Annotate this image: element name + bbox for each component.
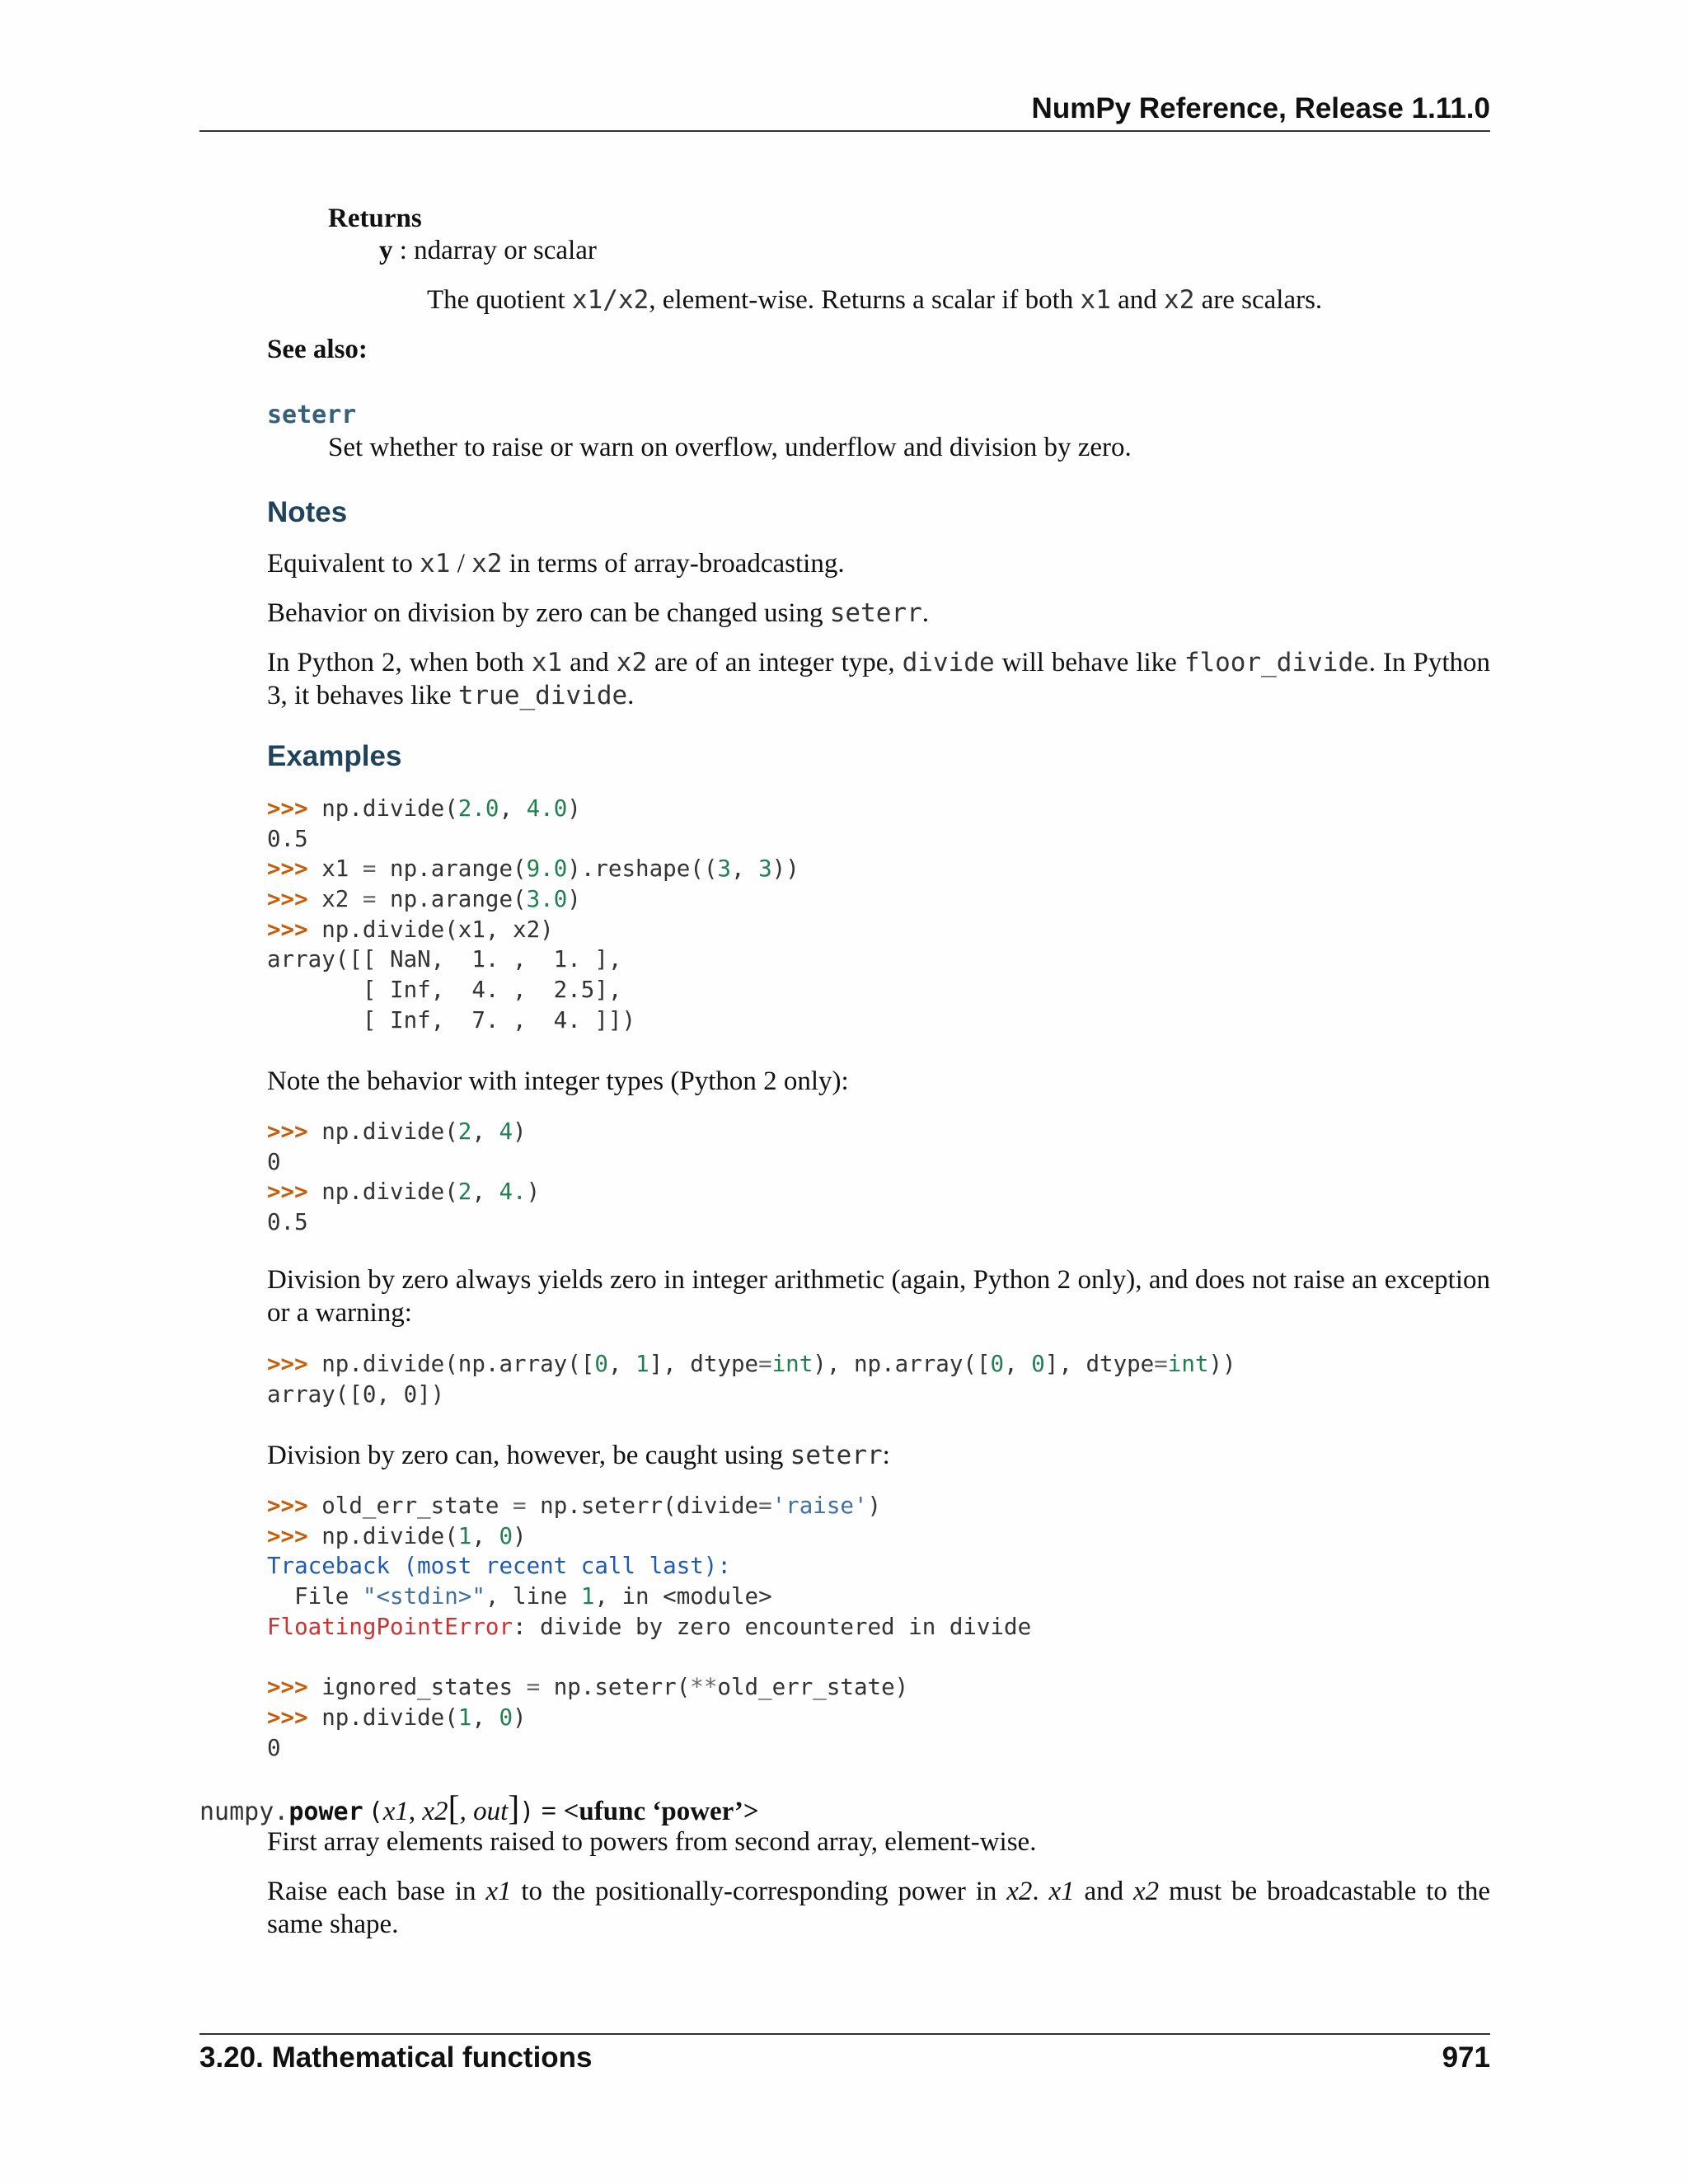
power-name: power (288, 1797, 363, 1826)
code-block-2: >>> np.divide(2, 4) 0 >>> np.divide(2, 4.) 0.5 (267, 1118, 541, 1236)
arg-ref: x2 (1006, 1877, 1033, 1906)
optional-bracket: ] (508, 1790, 520, 1828)
text: The quotient (427, 285, 572, 315)
text: and (1074, 1877, 1133, 1906)
inline-code: x1 (1080, 285, 1111, 315)
returns-param (379, 234, 597, 267)
code-block-3: >>> np.divide(np.array([0, 1], dtype=int), np.array([0, 0], dtype=int)) array([0, 0]) (267, 1351, 1236, 1408)
text: are of an integer type, (647, 648, 903, 677)
code-block-1: >>> np.divide(2.0, 4.0) 0.5 >>> x1 = np.arange(9.0).reshape((3, 3)) >>> x2 = np.arange(3.0) >>> np.divide(x1, x2) array([[ NaN, 1. , 1. ], [ Inf, 4. , 2.5], [ Inf, 7. , 4. ]]) (267, 795, 799, 1033)
examples-note-integer: Note the behavior with integer types (Python 2 only): (267, 1066, 849, 1096)
text: In Python 2, when both (267, 648, 532, 677)
separator: , (408, 1797, 423, 1826)
text: Division by zero can, however, be caught using (267, 1441, 790, 1470)
ufunc-label: = <ufunc ‘power’> (534, 1797, 759, 1826)
arg-ref: x1 (1048, 1877, 1075, 1906)
header-rule (199, 130, 1490, 132)
power-description (267, 1875, 1490, 1941)
code-block-4: >>> old_err_state = np.seterr(divide='raise') >>> np.divide(1, 0) Traceback (most recent call last): File "<stdin>", line 1, in <module> FloatingPointError: divide by zero encountered in divide >>> ignored_states = np.seterr(**old_err_state) >>> np.divide(1, 0) 0 (267, 1493, 1032, 1761)
inline-code: divide (902, 648, 995, 677)
arg-ref: x2 (1132, 1877, 1160, 1906)
inline-code: x2 (616, 648, 648, 677)
text: will behave like (994, 648, 1184, 677)
inline-code: true_divide (457, 681, 628, 710)
running-header: NumPy Reference, Release 1.11.0 (1031, 92, 1490, 124)
text: Equivalent to (267, 549, 420, 579)
power-signature (199, 1790, 759, 1829)
inline-code: x1/x2 (571, 285, 649, 315)
see-also-label: See also: (267, 335, 368, 364)
returns-description (427, 284, 1322, 316)
notes-paragraph-3 (267, 646, 1490, 712)
text: and (1110, 285, 1165, 315)
examples-note-seterr (267, 1439, 1490, 1472)
optional-bracket: [ (448, 1790, 460, 1828)
text: are scalars. (1194, 285, 1323, 315)
footer-section: 3.20. Mathematical functions (199, 2041, 593, 2074)
returns-param-name: y (379, 236, 393, 265)
power-summary: First array elements raised to powers from second array, element-wise. (267, 1827, 1037, 1857)
text: . In Python 3, it behaves like (267, 648, 1491, 710)
seterr-link[interactable]: seterr (267, 401, 357, 429)
text: / (450, 549, 472, 579)
text: and (562, 648, 617, 677)
footer-rule (199, 2033, 1490, 2035)
inline-code: seterr (790, 1441, 883, 1470)
arg-x2: x2 (422, 1797, 448, 1826)
arg-x1: x1 (382, 1797, 409, 1826)
arg-out: , out (459, 1797, 509, 1826)
text: . (1032, 1877, 1049, 1906)
notes-paragraph-2 (267, 597, 1490, 630)
returns-param-type: : ndarray or scalar (392, 236, 597, 265)
text: . (627, 681, 635, 710)
returns-label: Returns (328, 204, 422, 233)
text: to the positionally-corresponding power in (511, 1877, 1007, 1906)
inline-code: seterr (829, 598, 922, 628)
text: Raise each base in (267, 1877, 486, 1906)
power-module: numpy. (199, 1797, 289, 1826)
paren: ) (519, 1797, 535, 1826)
page-number: 971 (1442, 2041, 1490, 2074)
notes-heading: Notes (267, 496, 348, 528)
inline-code: x2 (471, 549, 503, 579)
text: Behavior on division by zero can be changed using (267, 598, 830, 628)
text: : (882, 1441, 890, 1470)
arg-ref: x1 (485, 1877, 512, 1906)
text: , element-wise. Returns a scalar if both (649, 285, 1081, 315)
text: in terms of array-broadcasting. (502, 549, 845, 579)
paren: ( (368, 1797, 383, 1826)
inline-code: x2 (1164, 285, 1195, 315)
inline-code: floor_divide (1184, 648, 1369, 677)
seterr-description: Set whether to raise or warn on overflow, underflow and division by zero. (328, 433, 1132, 462)
inline-code: x1 (420, 549, 451, 579)
examples-note-zero: Division by zero always yields zero in integer arithmetic (again, Python 2 only), and does not raise an exception or a warning: (267, 1265, 1490, 1328)
text: must be broadcastable to the same shape. (267, 1877, 1491, 1939)
examples-heading: Examples (267, 740, 402, 772)
inline-code: x1 (531, 648, 563, 677)
notes-paragraph-1 (267, 547, 1490, 580)
text: . (921, 598, 929, 628)
